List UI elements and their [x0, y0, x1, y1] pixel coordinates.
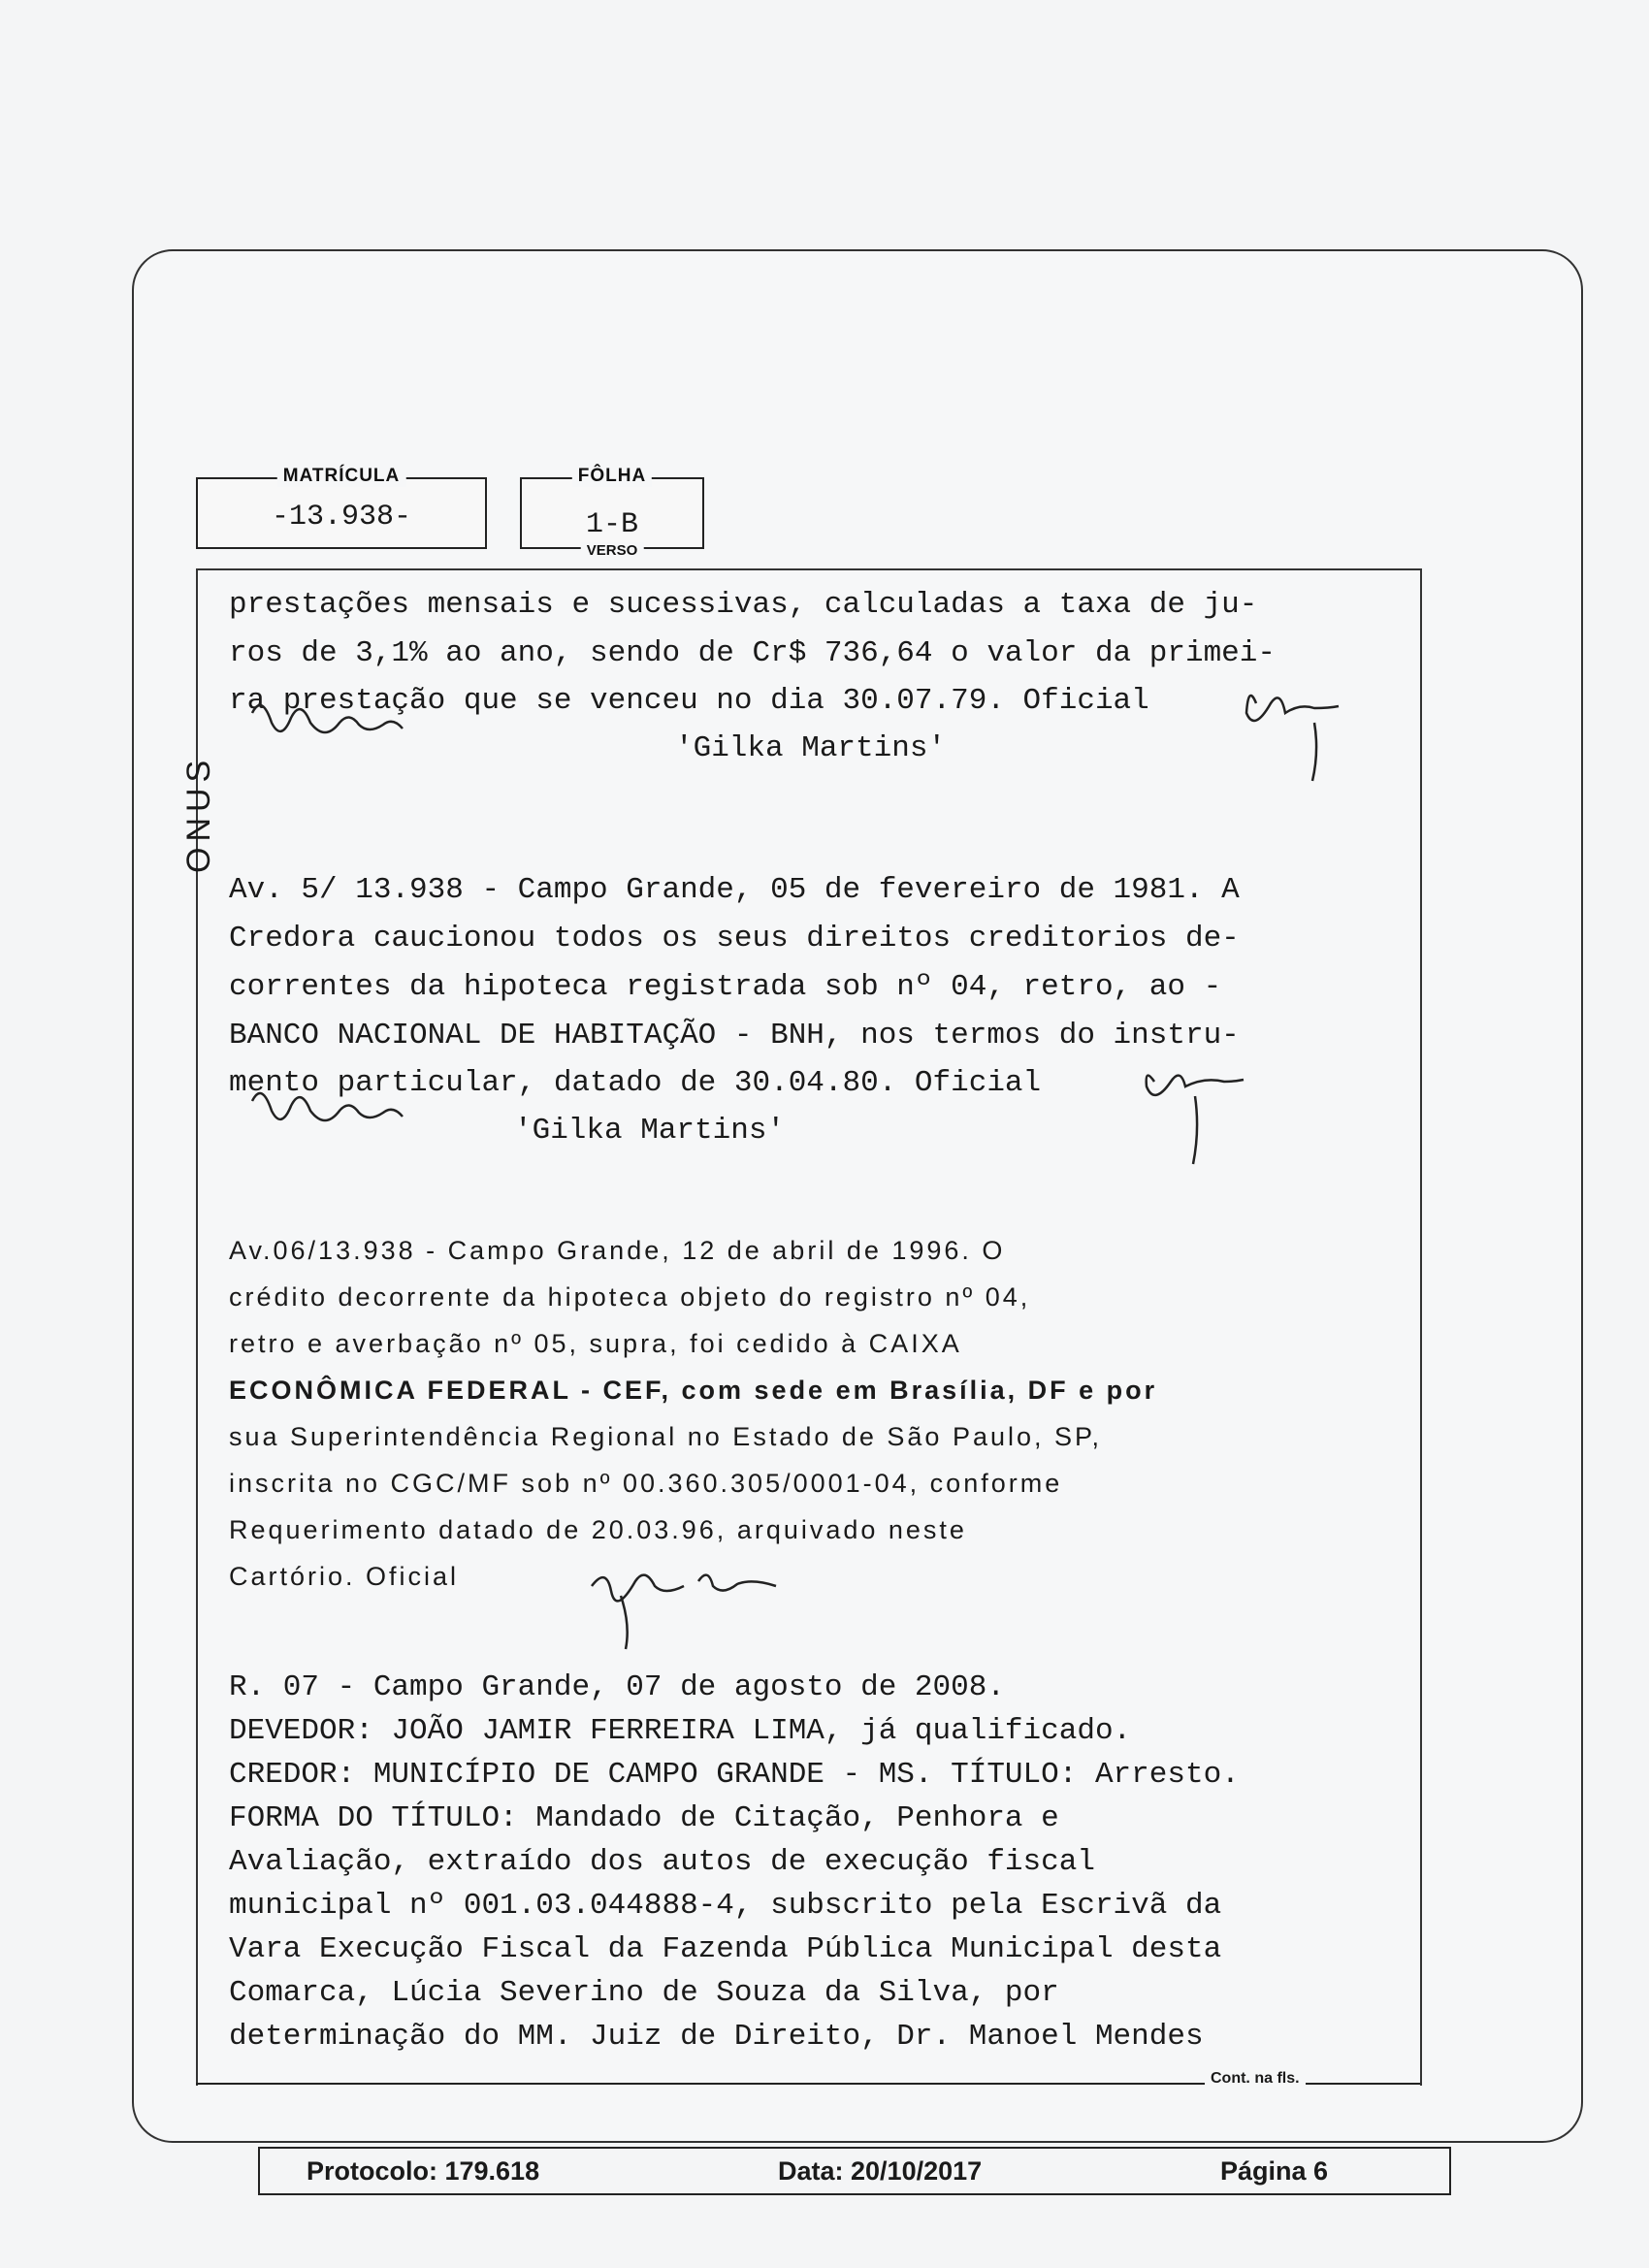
- continuation-note: Cont. na fls.: [1205, 2070, 1306, 2088]
- entry-line: Requerimento datado de 20.03.96, arquivado neste: [229, 1515, 967, 1544]
- matricula-value: -13.938-: [271, 501, 412, 534]
- protocolo: Protocolo: 179.618: [307, 2156, 540, 2186]
- entry-line: FORMA DO TÍTULO: Mandado de Citação, Penhora e: [229, 1801, 1059, 1835]
- entry-line: prestações mensais e sucessivas, calculadas a taxa de ju-: [229, 588, 1258, 622]
- entry-line: DEVEDOR: JOÃO JAMIR FERREIRA LIMA, já qualificado.: [229, 1714, 1132, 1748]
- entry-line: municipal nº 001.03.044888-4, subscrito pela Escrivã da: [229, 1889, 1222, 1923]
- verso-label: VERSO: [581, 542, 644, 559]
- entry-line: Cartório. Oficial: [229, 1562, 460, 1591]
- entry-line: BANCO NACIONAL DE HABITAÇÃO - BNH, nos termos do instru-: [229, 1019, 1240, 1053]
- data: Data: 20/10/2017: [778, 2156, 983, 2186]
- entry-line: inscrita no CGC/MF sob nº 00.360.305/0001-04, conforme: [229, 1469, 1063, 1498]
- entry-line: crédito decorrente da hipoteca objeto do registro nº 04,: [229, 1282, 1031, 1312]
- pagina: Página 6: [1220, 2156, 1329, 2186]
- entry-line: ros de 3,1% ao ano, sendo de Cr$ 736,64 o valor da primei-: [229, 636, 1276, 670]
- entry-line: Avaliação, extraído dos autos de execução fiscal: [229, 1845, 1095, 1879]
- entry-line: ECONÔMICA FEDERAL - CEF, com sede em Brasília, DF e por: [229, 1376, 1158, 1405]
- protocol-footer: [258, 2147, 1451, 2195]
- entry-line: CREDOR: MUNICÍPIO DE CAMPO GRANDE - MS. TÍTULO: Arresto.: [229, 1758, 1240, 1792]
- entry-line: ra prestação que se venceu no dia 30.07.79. Oficial: [229, 684, 1149, 718]
- entry-line: 'Gilka Martins': [514, 1114, 786, 1148]
- entry-line: Vara Execução Fiscal da Fazenda Pública Municipal desta: [229, 1932, 1222, 1966]
- entry-line: sua Superintendência Regional no Estado de São Paulo, SP,: [229, 1422, 1103, 1451]
- matricula-label: MATRÍCULA: [277, 466, 406, 487]
- entry-line: correntes da hipoteca registrada sob nº 04, retro, ao -: [229, 970, 1222, 1004]
- onus-label: ONUS: [180, 754, 217, 873]
- entry-line: Credora caucionou todos os seus direitos creditorios de-: [229, 922, 1240, 956]
- entry-line: determinação do MM. Juiz de Direito, Dr. Manoel Mendes: [229, 2020, 1204, 2054]
- folha-box: [520, 466, 704, 559]
- entry-line: mento particular, datado de 30.04.80. Oficial: [229, 1066, 1042, 1100]
- signature-1: [242, 684, 1387, 791]
- entry-line: Av. 5/ 13.938 - Campo Grande, 05 de fevereiro de 1981. A: [229, 873, 1240, 907]
- entry-line: Av.06/13.938 - Campo Grande, 12 de abril de 1996. O: [229, 1236, 1006, 1265]
- folha-label: FÔLHA: [572, 466, 652, 487]
- matricula-box: [196, 466, 487, 549]
- signature-2: [242, 1062, 1387, 1169]
- folha-value: 1-B: [585, 508, 638, 541]
- entry-line: Comarca, Lúcia Severino de Souza da Silva, por: [229, 1976, 1059, 2010]
- entry-line: retro e averbação nº 05, supra, foi cedido à CAIXA: [229, 1329, 962, 1358]
- signature-3: [582, 1557, 834, 1654]
- entry-line: 'Gilka Martins': [675, 731, 947, 765]
- entry-line: R. 07 - Campo Grande, 07 de agosto de 2008.: [229, 1670, 1005, 1704]
